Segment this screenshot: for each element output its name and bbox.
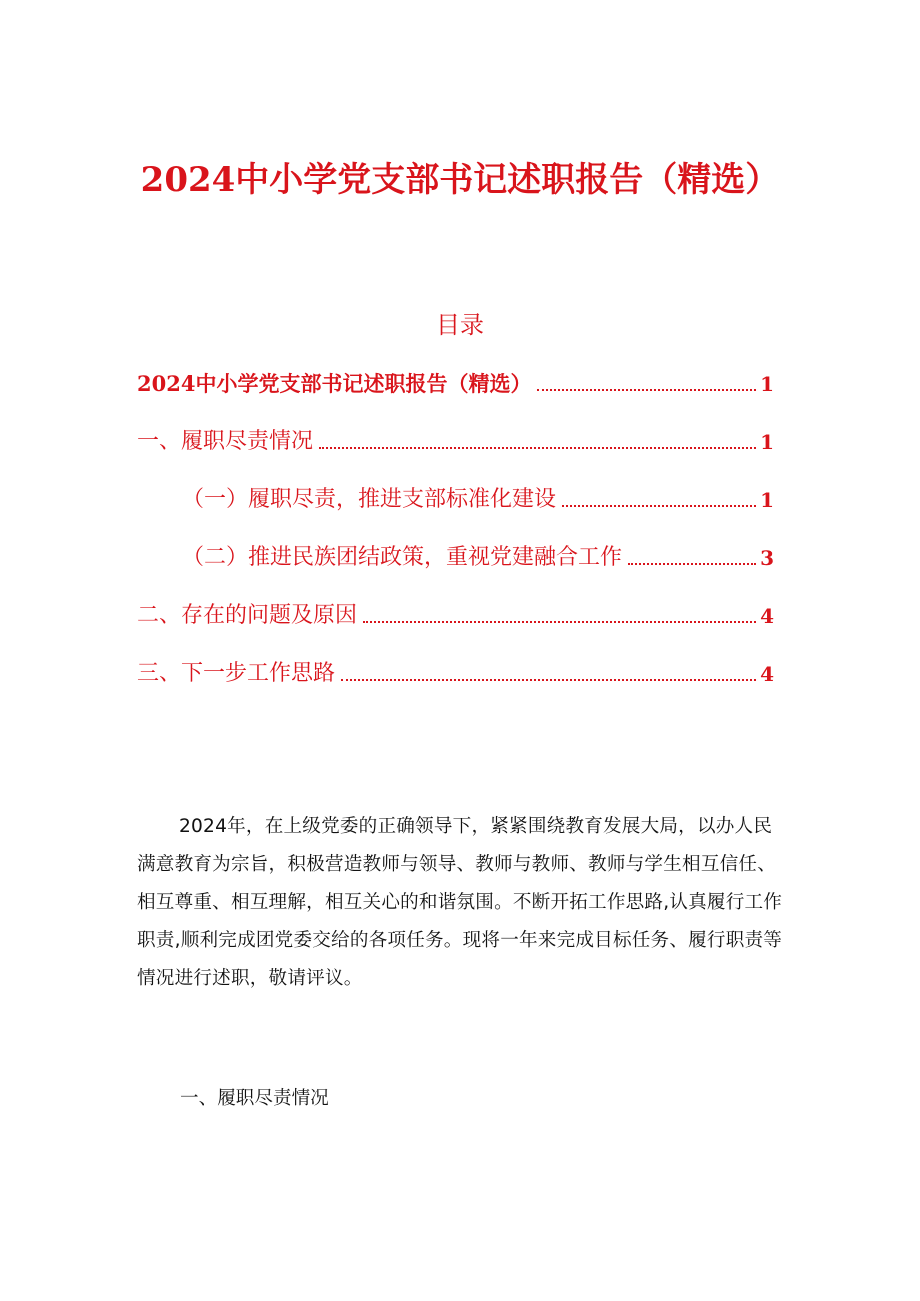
section-heading: 一、履职尽责情况 [180,1088,329,1109]
toc-leader-dots [537,389,756,391]
toc-leader-dots [628,563,756,565]
toc-entry[interactable] [137,364,774,400]
toc-leader-dots [341,679,756,681]
toc-entry[interactable] [182,538,774,574]
toc-entry-label: 2024中小学党支部书记述职报告（精选） [137,371,532,396]
document-title: 2024中小学党支部书记述职报告（精选） [140,160,780,200]
toc-entry-label: 一、履职尽责情况 [137,429,314,454]
toc-entry-label: （二）推进民族团结政策，重视党建融合工作 [182,545,623,570]
toc-entry-page: 1 [760,372,774,396]
toc-entry-page: 1 [760,430,774,454]
toc-heading: 目录 [436,311,484,339]
toc-entry-label: 三、下一步工作思路 [137,661,336,686]
toc-entry[interactable] [137,654,774,690]
intro-paragraph: 2024年，在上级党委的正确领导下，紧紧围绕教育发展大局，以办人民满意教育为宗旨，积极营造教师与领导、教师与教师、教师与学生相互信任、相互尊重、相互理解，相互关心的和谐氛围。不断开拓工作思路,认真履行工作职责,顺利完成团党委交给的各项任务。现将一年来完成目标任务、履行职责等情况进行述职，敬请评议。 [137,816,783,989]
toc-leader-dots [562,505,756,507]
toc-entry[interactable] [137,422,774,458]
toc-entry-page: 1 [760,488,774,512]
toc-leader-dots [319,447,756,449]
toc-entry[interactable] [182,480,774,516]
toc-entry[interactable] [137,596,774,632]
toc-entry-label: （一）履职尽责，推进支部标准化建设 [182,487,557,512]
toc-entry-page: 3 [760,546,774,570]
toc-entry-page: 4 [760,662,774,686]
toc-entry-label: 二、存在的问题及原因 [137,603,358,628]
toc-leader-dots [363,621,756,623]
toc-entry-page: 4 [760,604,774,628]
